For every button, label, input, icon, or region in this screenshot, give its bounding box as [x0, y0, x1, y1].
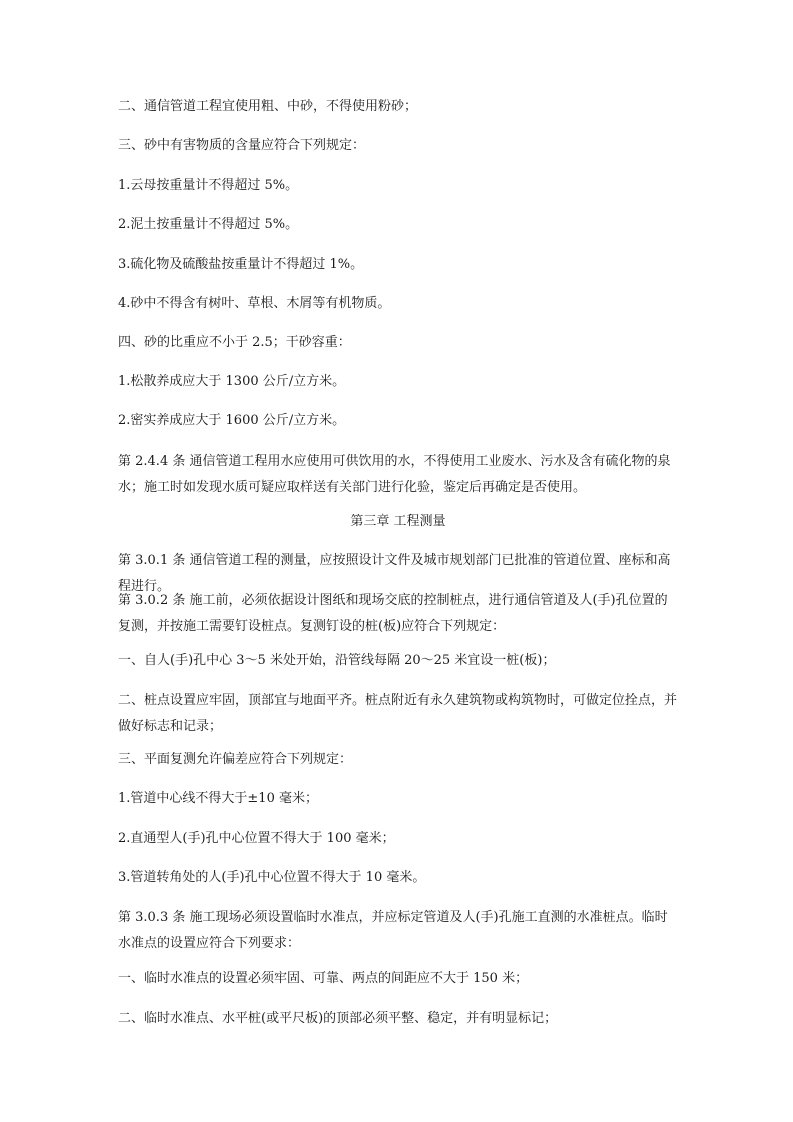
- list-item: 3.管道转角处的人(手)孔中心位置不得大于 10 毫米。: [118, 870, 426, 885]
- list-item: 2.泥土按重量计不得超过 5%。: [118, 217, 299, 232]
- list-item: 1.管道中心线不得大于±10 毫米；: [118, 791, 318, 806]
- list-item: 2.密实养成应大于 1600 公斤/立方米。: [118, 413, 346, 428]
- list-item: 3.硫化物及硫酸盐按重量计不得超过 1%。: [118, 257, 364, 272]
- list-item: 4.砂中不得含有树叶、草根、木屑等有机物质。: [118, 296, 391, 311]
- paragraph: 四、砂的比重应不小于 2.5；干砂容重：: [118, 335, 351, 350]
- article-3-0-1: 第 3.0.1 条 通信管道工程的测量，应按照设计文件及城市规划部门已批准的管道位置、座标和高程进行。: [118, 553, 671, 594]
- paragraph: 一、临时水准点的设置必须牢固、可靠、两点的间距应不大于 150 米；: [118, 971, 529, 986]
- list-item: 1.松散养成应大于 1300 公斤/立方米。: [118, 374, 346, 389]
- list-item: 1.云母按重量计不得超过 5%。: [118, 178, 299, 193]
- article-3-0-3: 第 3.0.3 条 施工现场必须设置临时水准点，并应标定管道及人(手)孔施工直测的水准桩点。临时水准点的设置应符合下列要求：: [118, 910, 668, 951]
- paragraph: 二、临时水准点、水平桩(或平尺板)的顶部必须平整、稳定，并有明显标记；: [118, 1011, 558, 1026]
- article-2-4-4: 第 2.4.4 条 通信管道工程用水应使用可供饮用的水，不得使用工业废水、污水及含有硫化物的泉水；施工时如发现水质可疑应取样送有关部门进行化验，鉴定后再确定是否使用。: [118, 454, 671, 495]
- paragraph: 二、通信管道工程宜使用粗、中砂，不得使用粉砂；: [118, 99, 418, 114]
- paragraph: 三、平面复测允许偏差应符合下列规定：: [118, 752, 353, 767]
- article-3-0-2: 第 3.0.2 条 施工前，必须依据设计图纸和现场交底的控制桩点，进行通信管道及人(手)孔位置的复测，并按施工需要钉设桩点。复测钉设的桩(板)应符合下列规定：: [118, 593, 668, 634]
- chapter-heading: 第三章 工程测量: [350, 514, 446, 529]
- paragraph: 二、桩点设置应牢固，顶部宜与地面平齐。桩点附近有永久建筑物或构筑物时，可做定位拴点，并做好标志和记录；: [118, 693, 678, 734]
- paragraph: 一、自人(手)孔中心 3～5 米处开始，沿管线每隔 20～25 米宜设一桩(板)；: [118, 653, 556, 668]
- paragraph: 三、砂中有害物质的含量应符合下列规定：: [118, 138, 366, 153]
- list-item: 2.直通型人(手)孔中心位置不得大于 100 毫米；: [118, 831, 395, 846]
